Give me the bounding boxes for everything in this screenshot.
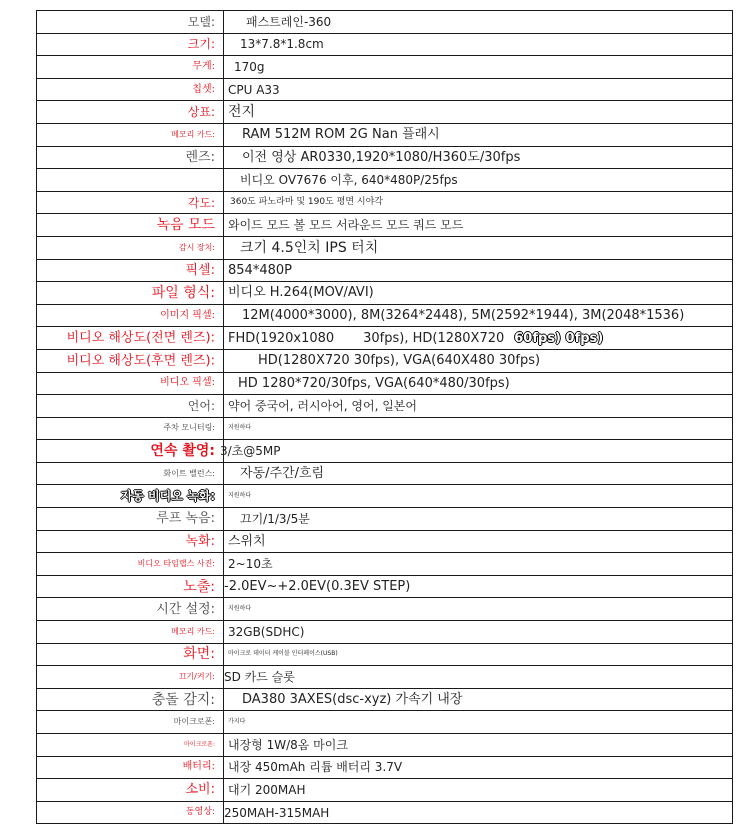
spec-value [224,101,733,124]
table-row [37,643,733,666]
spec-label: 녹음 모드 [37,214,224,237]
spec-value-text: 비디오 H.264(MOV/AVI) [228,285,374,301]
table-row [37,440,733,463]
table-row [37,801,733,824]
spec-value-text: 대기 200MAH [228,782,306,797]
spec-label: 렌즈: [37,146,224,169]
spec-value-text: CPU A33 [228,82,280,97]
spec-label: 각도: [37,191,224,214]
spec-label: 노출: [37,575,224,598]
spec-value-text: DA380 3AXES(dsc-xyz) 가속기 내장 [242,692,463,708]
spec-label: 언어: [37,395,224,418]
spec-value [224,259,733,282]
spec-value-text: 전지 [228,104,256,121]
spec-label: 자동 비디오 녹화: [37,485,224,508]
spec-label: 연속 촬영: [37,440,224,463]
spec-value-text: 지원하다 [228,424,252,432]
spec-label: 비디오 타임랩스 사진: [37,553,224,576]
table-row [37,78,733,101]
spec-value [224,395,733,418]
spec-label: 비디오 해상도(후면 렌즈): [66,353,215,369]
spec-value-text: 와이드 모드 볼 모드 서라운드 모드 쿼드 모드 [228,218,464,233]
spec-value-text: 약어 중국어, 러시아어, 영어, 일본어 [228,398,417,413]
spec-value [224,598,733,621]
spec-value [224,711,733,734]
spec-label: 소비: [37,779,224,802]
spec-label: 크기: [37,33,224,56]
spec-value [224,553,733,576]
table-row [37,304,733,327]
spec-label: 화이트 밸런스: [37,462,224,485]
spec-label: 동영상: [37,801,224,824]
spec-value-text: 패스트레인-360 [246,14,332,29]
spec-value [224,575,733,598]
table-row [37,508,733,531]
spec-label [37,169,224,192]
spec-label: 이미지 픽셀: [37,304,224,327]
spec-value-text: 지원하다 [228,492,252,500]
spec-value [224,688,733,711]
table-row [37,711,733,734]
spec-label: 루프 녹음: [37,508,224,531]
spec-value-text: 비디오 OV7676 이후, 640*480P/25fps [240,172,458,187]
table-row [37,666,733,689]
table-row [37,33,733,56]
spec-value [224,801,733,824]
spec-value [224,417,733,440]
spec-label: 마이크로폰: [37,734,224,757]
spec-value-text: 내장 450mAh 리튬 배터리 3.7V [228,760,403,775]
spec-value-text: 170g [234,59,265,74]
table-row [37,417,733,440]
spec-value-text: 마이크로 데이터 케이블 인터페이스(USB) [228,650,338,658]
spec-label: 충돌 감지: [37,688,224,711]
table-row [37,101,733,124]
spec-value-text: 12M(4000*3000), 8M(3264*2448), 5M(2592*1944), 3M(2048*1536) [242,308,685,324]
spec-label: 무게: [37,56,224,79]
spec-value-text: 지원하다 [228,605,252,613]
spec-value [224,304,733,327]
spec-value-text: -2.0EV~+2.0EV(0.3EV STEP) [224,579,411,595]
spec-label: 감시 장치: [37,236,224,259]
spec-value-text: 내장형 1W/8옴 마이크 [228,737,348,752]
spec-value [224,56,733,79]
spec-value [224,666,733,689]
spec-label: 픽셀: [37,259,224,282]
spec-label: 주차 모니터링: [37,417,224,440]
spec-value-text: FHD(1920x1080 30fps), HD(1280X720 [228,330,505,346]
spec-label: 끄기/켜기: [37,666,224,689]
spec-value [224,734,733,757]
spec-value-text: 854*480P [228,262,292,278]
table-row [37,169,733,192]
spec-value-text: RAM 512M ROM 2G Nan 플래시 [242,127,440,143]
table-row [37,327,733,350]
spec-value [224,530,733,553]
spec-label: 화면: [37,643,224,666]
table-row [37,56,733,79]
table-row [37,734,733,757]
table-row [37,282,733,305]
spec-value [224,123,733,146]
table-row [37,688,733,711]
spec-label: 비디오 해상도(전면 렌즈): [66,330,215,346]
spec-value [224,282,733,305]
table-row [37,575,733,598]
table-row [37,123,733,146]
spec-value [224,349,733,372]
spec-label: 메모리 카드: [37,123,224,146]
spec-label: 파일 형식: [37,282,224,305]
spec-value [220,440,733,463]
spec-label: 녹화: [37,530,224,553]
spec-value [224,621,733,644]
table-row [37,146,733,169]
spec-value-text: 자동/주간/흐림 [240,466,325,482]
spec-value-text: 이전 영상 AR0330,1920*1080/H360도/30fps [242,149,521,165]
spec-value [224,146,733,169]
spec-value [224,643,733,666]
spec-label-cell [37,327,224,350]
spec-value [224,33,733,56]
spec-value [224,372,733,395]
spec-value-text: 가지다 [228,718,246,726]
spec-label: 모델: [37,11,224,34]
spec-label: 상표: [37,101,224,124]
spec-value [224,485,733,508]
table-row [37,259,733,282]
table-row [37,530,733,553]
spec-value-text: SD 카드 슬롯 [224,670,295,685]
spec-label-cell [37,349,224,372]
spec-value-text: 32GB(SDHC) [228,624,305,639]
table-row [37,598,733,621]
spec-value [224,214,733,237]
spec-label: 시간 설정: [37,598,224,621]
spec-value-text: 250MAH-315MAH [224,805,330,820]
spec-value-text: 13*7.8*1.8cm [240,37,324,52]
spec-value [224,236,733,259]
spec-value-extra: 60fps) 0fps) [514,330,604,346]
table-row [37,11,733,34]
table-row [37,756,733,779]
spec-value-text: HD(1280X720 30fps), VGA(640X480 30fps) [258,353,541,369]
spec-value-text: 360도 파노라마 및 190도 평면 시야각 [230,197,383,208]
table-row [37,214,733,237]
spec-value [224,756,733,779]
table-row [37,621,733,644]
spec-value-text: 끄기/1/3/5분 [240,511,310,526]
spec-value [224,462,733,485]
table-row [37,372,733,395]
spec-label: 메모리 카드: [37,621,224,644]
table-row [37,349,733,372]
spec-label: 칩셋: [37,78,224,101]
spec-label: 비디오 픽셀: [37,372,224,395]
table-row [37,485,733,508]
spec-value-text: 스위치 [228,533,266,549]
spec-value [224,78,733,101]
spec-value-text: 3/초@5MP [220,444,281,459]
spec-value [224,191,733,214]
spec-value [224,11,733,34]
table-row [37,462,733,485]
spec-value [224,169,733,192]
table-row [37,395,733,418]
spec-value [224,508,733,531]
table-row [37,236,733,259]
spec-value-text: 크기 4.5인치 IPS 터치 [240,239,379,256]
table-row [37,553,733,576]
spec-value-text: 2~10초 [228,557,273,572]
spec-value-text: HD 1280*720/30fps, VGA(640*480/30fps) [238,375,510,391]
spec-label: 마이크로폰: [37,711,224,734]
spec-table [36,10,733,824]
spec-value [224,327,733,350]
spec-label: 배터리: [37,756,224,779]
table-row [37,191,733,214]
